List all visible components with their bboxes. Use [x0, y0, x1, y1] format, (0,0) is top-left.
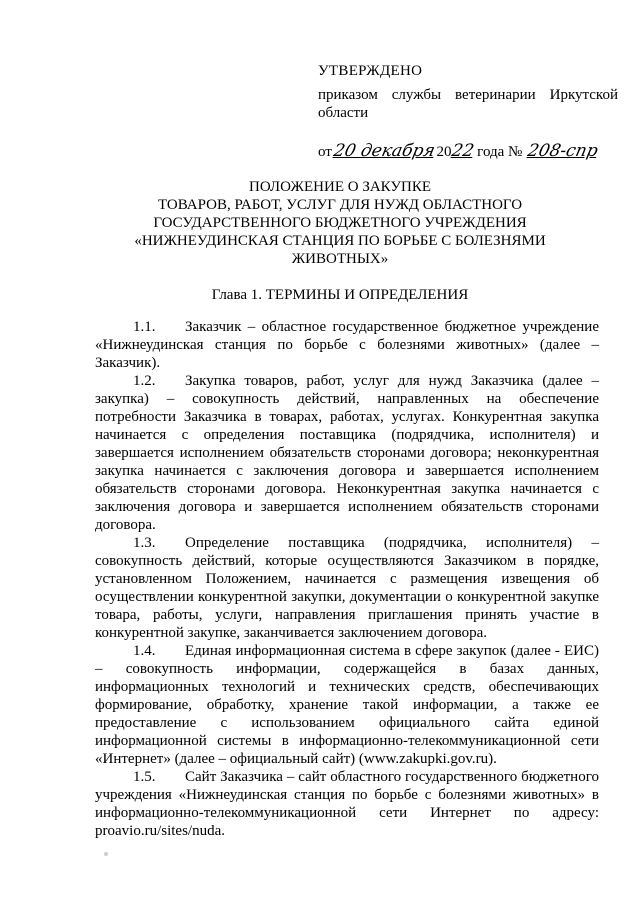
paragraph-text: Единая информационная система в сфере закупок (далее - ЕИС) – совокупность информации, содержащейся в базах данных, информационных технологий и технических средств, обеспечивающих формирование, обработку, хранение такой информации, а также ее предоставление с использованием официального сайта единой информационной системы в информационно-телекоммуникационной сети «Интернет» (далее – официальный сайт) (www.zakupki.gov.ru).: [95, 643, 599, 767]
approval-block: [318, 62, 618, 161]
scan-dot: [104, 852, 108, 856]
title-line: ЖИВОТНЫХ»: [291, 251, 389, 267]
paragraph-number: 1.5.: [133, 769, 156, 785]
paragraph-number: 1.2.: [133, 373, 156, 389]
year-prefix: 20: [436, 144, 452, 160]
handwritten-date: 20 декабря: [331, 141, 437, 161]
paragraph-number: 1.1.: [133, 319, 156, 335]
year-suffix-label: года №: [477, 144, 523, 160]
paragraph-text: Определение поставщика (подрядчика, исполнителя) – совокупность действий, которые осуществляются Заказчиком в порядке, установленном Положением, начинается с размещения извещения об осуществлении конкурентной закупки, документации о конкурентной закупке товара, работы, услуги, направления приглашения принять участие в конкурентной закупке, заканчивается заключением договора.: [95, 535, 599, 641]
paragraph-text: Сайт Заказчика – сайт областного государственного бюджетного учреждения «Нижнеудинская станция по борьбе с болезнями животных» в информационно-телекоммуникационной сети Интернет по адресу: proavio.ru/sites/nuda.: [95, 769, 599, 839]
handwritten-year: 22: [449, 141, 476, 161]
paragraph-number: 1.3.: [133, 535, 156, 551]
paragraph-1-4: [95, 642, 599, 768]
title-line: ТОВАРОВ, РАБОТ, УСЛУГ ДЛЯ НУЖД ОБЛАСТНОГО: [157, 197, 523, 213]
approval-heading: УТВЕРЖДЕНО: [318, 63, 423, 79]
chapter-heading: Глава 1. ТЕРМИНЫ И ОПРЕДЕЛЕНИЯ: [211, 287, 469, 303]
document-body: [95, 318, 599, 840]
handwritten-number: 208-спр: [526, 141, 601, 161]
paragraph-1-5: [95, 768, 599, 840]
title-line: «НИЖНЕУДИНСКАЯ СТАНЦИЯ ПО БОРЬБЕ С БОЛЕЗНЯМИ: [134, 233, 546, 249]
paragraph-1-2: [95, 372, 599, 534]
paragraph-1-3: [95, 534, 599, 642]
paragraph-1-1: [95, 318, 599, 372]
paragraph-text: Закупка товаров, работ, услуг для нужд Заказчика (далее – закупка) – совокупность действий, направленных на обеспечение потребности Заказчика в товарах, работах, услугах. Конкурентная закупка начинается с определения поставщика (подрядчика, исполнителя) и завершается исполнением обязательств сторонами договора; неконкурентная закупка начинается с заключения договора и завершается исполнением обязательств сторонами договора. Неконкурентная закупка начинается с заключения договора и завершается исполнением обязательств сторонами договора.: [95, 373, 599, 533]
date-from-label: от: [318, 144, 332, 160]
approval-order-text: приказом службы ветеринарии Иркутской области: [318, 87, 618, 121]
approval-date-line: [318, 142, 618, 161]
paragraph-text: Заказчик – областное государственное бюджетное учреждение «Нижнеудинская станция по борьбе с болезнями животных» (далее – Заказчик).: [95, 319, 599, 371]
paragraph-number: 1.4.: [133, 643, 156, 659]
title-line: ГОСУДАРСТВЕННОГО БЮДЖЕТНОГО УЧРЕЖДЕНИЯ: [153, 215, 527, 231]
title-line: ПОЛОЖЕНИЕ О ЗАКУПКЕ: [249, 179, 431, 195]
document-title: [90, 178, 590, 268]
